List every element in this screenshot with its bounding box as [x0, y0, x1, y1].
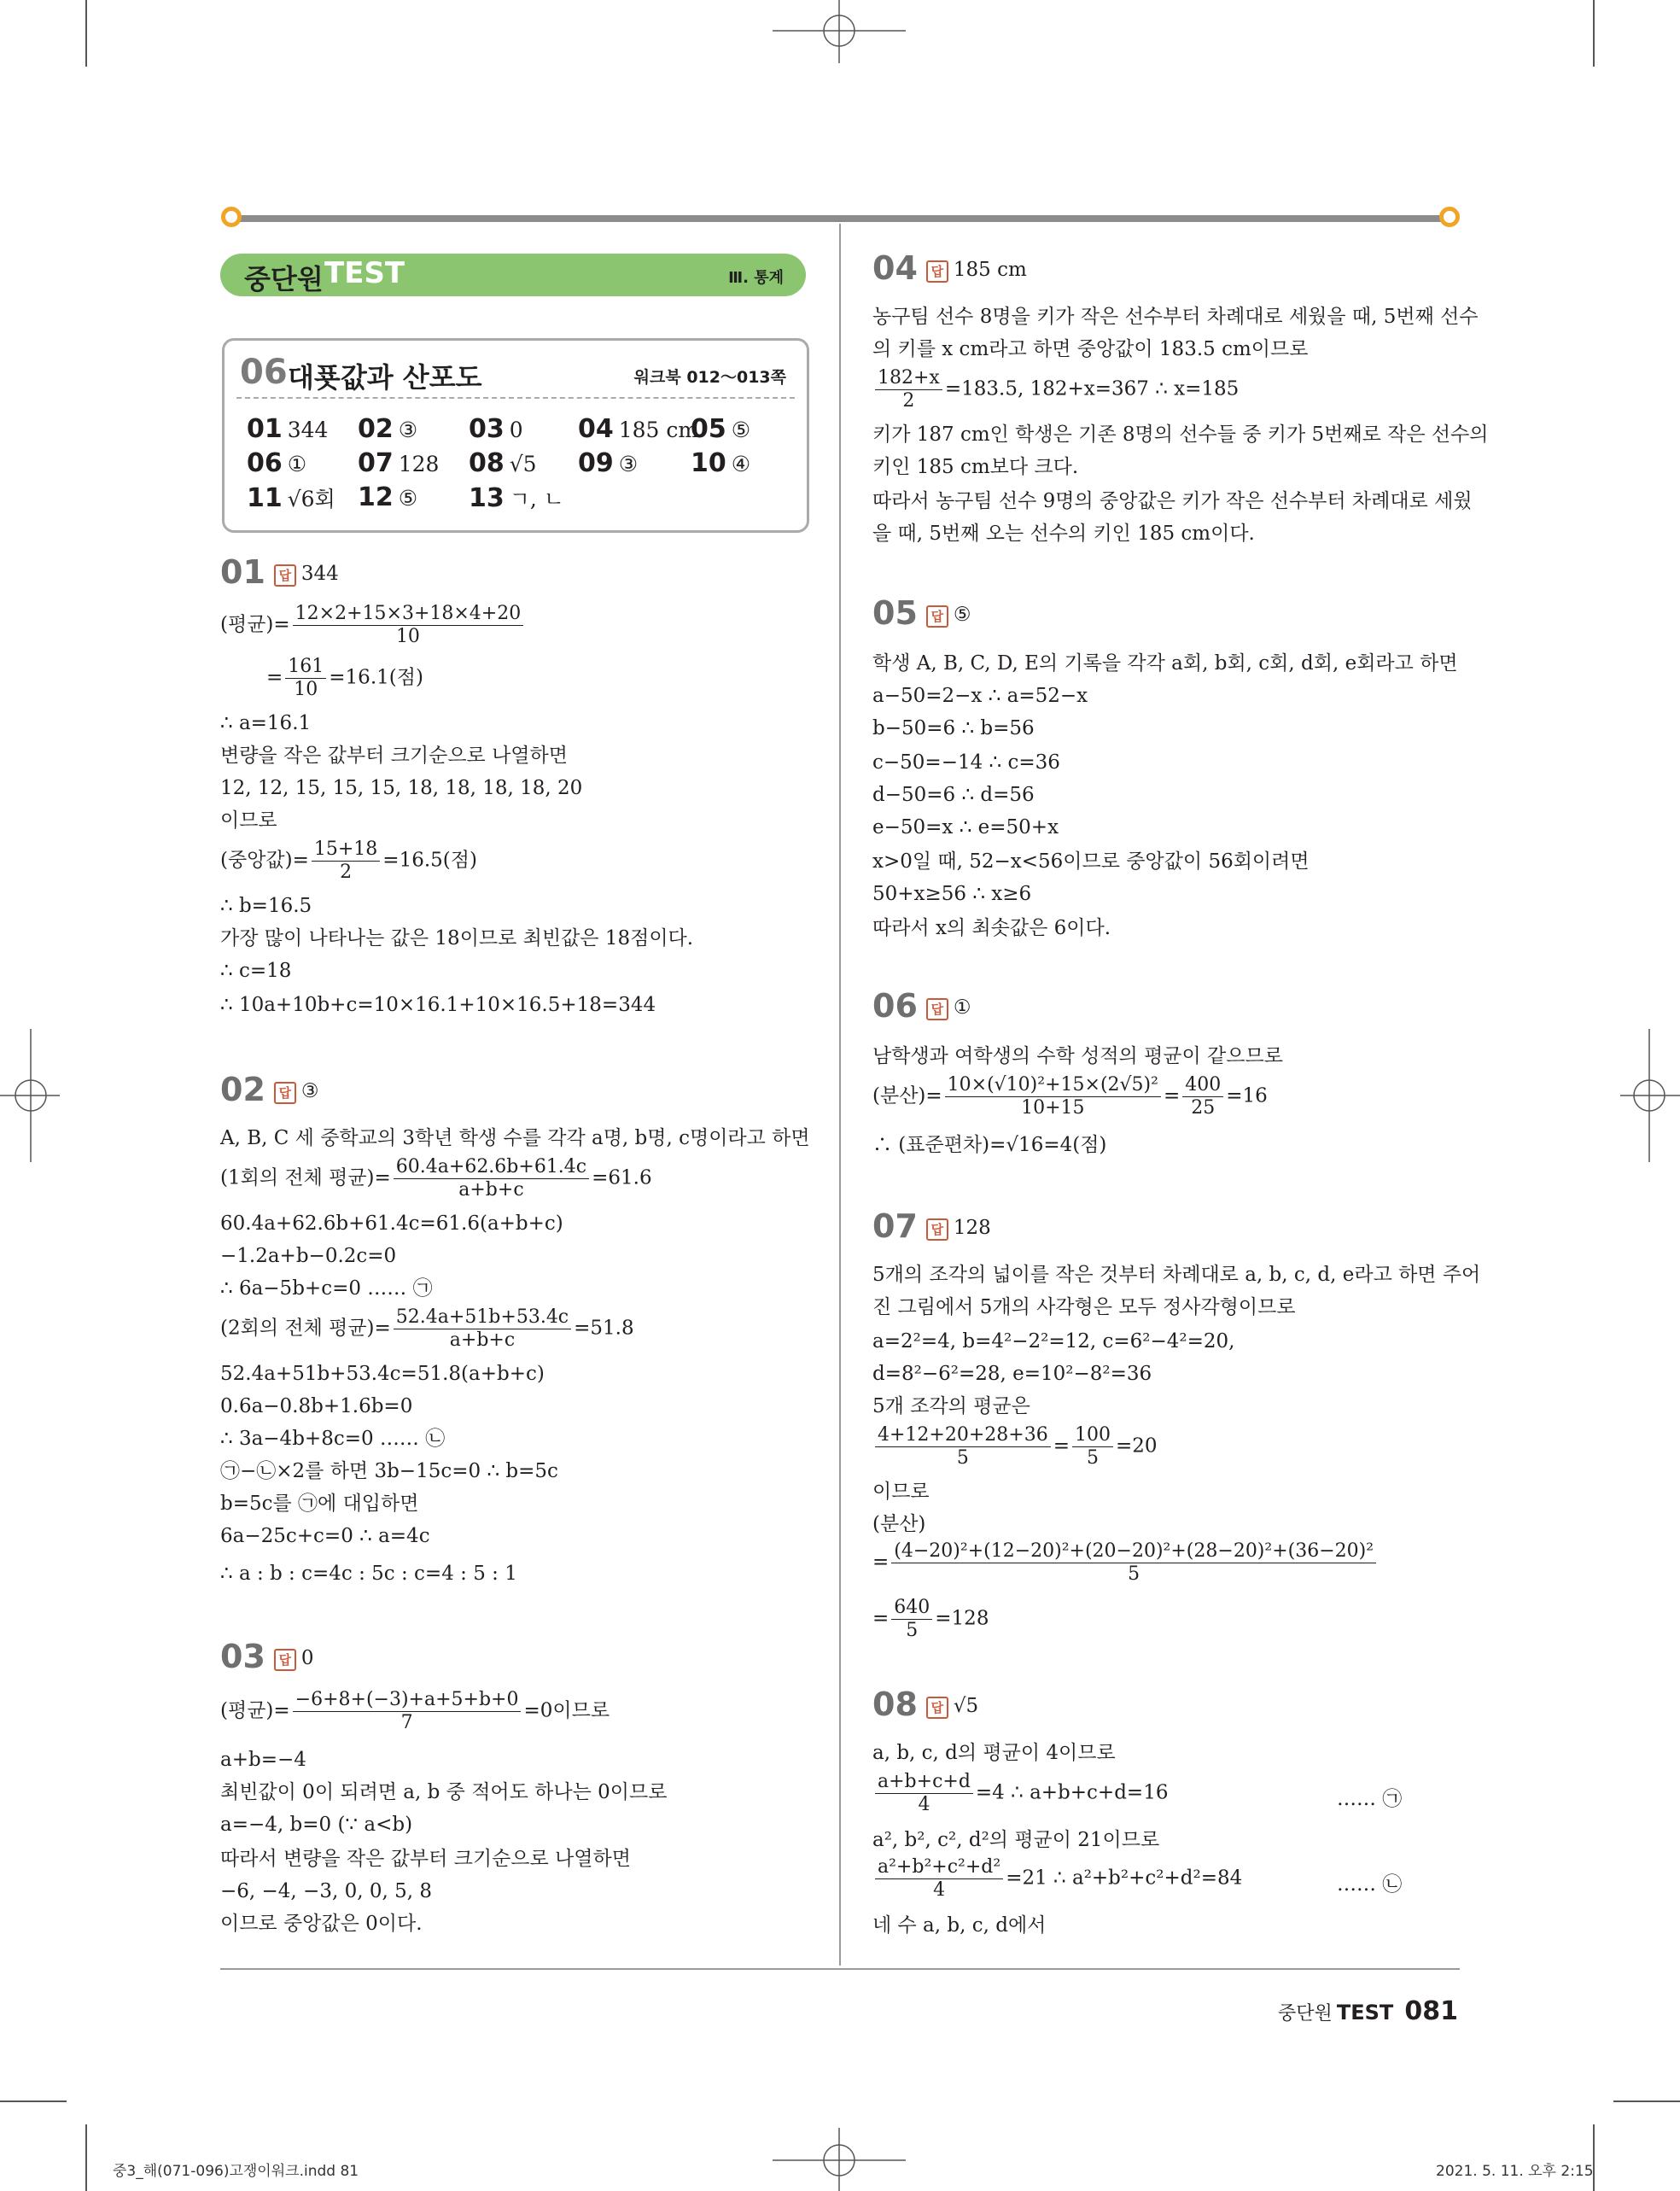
answer-badge: 답	[926, 605, 948, 628]
answer-badge: 답	[926, 1218, 948, 1241]
question-04-header: 04 답 185 cm	[872, 249, 1027, 287]
solution-line: ∴ a : b : c=4c : 5c : c=4 : 5 : 1	[220, 1563, 517, 1585]
solution-line: x>0일 때, 52−x<56이므로 중앙값이 56회이려면	[872, 850, 1310, 873]
solution-line: ㉠−㉡×2를 하면 3b−15c=0 ∴ b=5c	[220, 1460, 558, 1482]
banner-section: 중단원	[244, 263, 324, 295]
dashed-divider	[236, 397, 795, 399]
solution-line: −1.2a+b−0.2c=0	[220, 1245, 397, 1267]
solution-line: (분산)	[872, 1513, 926, 1535]
summary-answer: 01 344	[247, 414, 329, 444]
solution-line: 따라서 x의 최솟값은 6이다.	[872, 917, 1111, 939]
summary-answer: 07 128	[358, 448, 440, 478]
section-banner	[220, 254, 806, 296]
solution-line: 50+x≥56 ∴ x≥6	[872, 883, 1032, 905]
question-02-header: 02 답 ③	[220, 1071, 319, 1108]
banner-test: TEST	[324, 256, 405, 290]
summary-answer: 03 0	[469, 414, 523, 444]
registration-mark-bottom	[773, 2128, 906, 2191]
solution-line: 12, 12, 15, 15, 15, 18, 18, 18, 18, 20	[220, 777, 583, 799]
solution-line: a+b=−4	[220, 1749, 306, 1771]
registration-mark-top	[773, 0, 906, 63]
registration-mark-right	[1620, 1029, 1680, 1162]
page-number: 중단원 TEST 081	[1278, 1996, 1458, 2026]
solution-line: (분산)= $\frac{\text{10×(√10)²+15×(2√5)²}}{10+15}$ = $\frac{400}{25}$ =16	[872, 1074, 1268, 1119]
answer-badge: 답	[926, 1697, 948, 1719]
solution-line: 따라서 변량을 작은 값부터 크기순으로 나열하면	[220, 1848, 631, 1870]
solution-line: 을 때, 5번째 오는 선수의 키인 185 cm이다.	[872, 523, 1255, 545]
summary-answer: 11 √6회	[247, 483, 335, 513]
top-rule-left-ring	[221, 207, 242, 227]
solution-line: $\frac{182+x}{2}$ =183.5, 182+x=367 ∴ x=185	[872, 367, 1239, 412]
question-01-header: 01 답 344	[220, 553, 339, 591]
solution-line: 60.4a+62.6b+61.4c=61.6(a+b+c)	[220, 1212, 563, 1235]
solution-line: 이므로 중앙값은 0이다.	[220, 1913, 423, 1935]
solution-line: ∴ b=16.5	[220, 895, 312, 917]
banner-chapter: Ⅲ. 통계	[728, 269, 784, 287]
solution-line: ∴ (표준편차)=√16=4(점)	[872, 1134, 1107, 1156]
solution-line: 따라서 농구팀 선수 9명의 중앙값은 키가 작은 선수부터 차례대로 세웠	[872, 490, 1473, 512]
solution-line: 키인 185 cm보다 크다.	[872, 456, 1079, 478]
unit-number: 06	[240, 353, 288, 392]
question-08-header: 08 답 √5	[872, 1686, 979, 1723]
solution-line: 변량을 작은 값부터 크기순으로 나열하면	[220, 745, 568, 767]
solution-line: (1회의 전체 평균)= $\frac{60.4a+62.6b+61.4c}{a+b+c}$ =61.6	[220, 1156, 652, 1201]
solution-line: 최빈값이 0이 되려면 a, b 중 적어도 하나는 0이므로	[220, 1781, 668, 1803]
crop-mark	[0, 2100, 67, 2102]
solution-line: 의 키를 x cm라고 하면 중앙값이 183.5 cm이므로	[872, 338, 1309, 360]
answer-badge: 답	[926, 260, 948, 283]
solution-line: c−50=−14 ∴ c=36	[872, 751, 1060, 774]
column-divider	[839, 224, 841, 1966]
top-rule	[226, 215, 1450, 222]
crop-mark	[85, 2124, 87, 2191]
solution-line: (평균)= $\frac{12\times 2+15\times 3+18\times 4+20}{10}$	[220, 603, 526, 648]
summary-answer: 10 ④	[691, 448, 751, 478]
solution-line: = $\frac{161}{10}$ =16.1(점)	[266, 656, 423, 700]
solution-line: 0.6a−0.8b+1.6b=0	[220, 1395, 413, 1417]
solution-line: 학생 A, B, C, D, E의 기록을 각각 a회, b회, c회, d회, e회라고 하면	[872, 652, 1458, 675]
summary-answer: 06 ①	[247, 448, 307, 478]
solution-line: d=8²−6²=28, e=10²−8²=36	[872, 1363, 1152, 1385]
solution-line: d−50=6 ∴ d=56	[872, 784, 1035, 806]
answer-badge: 답	[274, 564, 296, 587]
solution-line: e−50=x ∴ e=50+x	[872, 816, 1059, 838]
workbook-ref: 워크북 012～013쪽	[633, 368, 786, 387]
solution-line: ∴ a=16.1	[220, 712, 312, 734]
solution-line: b=5c를 ㉠에 대입하면	[220, 1493, 419, 1515]
solution-line: 가장 많이 나타나는 값은 18이므로 최빈값은 18점이다.	[220, 927, 694, 949]
summary-answer: 08 √5	[469, 448, 537, 478]
crop-mark	[1593, 0, 1595, 67]
solution-line: 5개의 조각의 넓이를 작은 것부터 차례대로 a, b, c, d, e라고 하면 주어	[872, 1264, 1481, 1286]
solution-line: (평균)= $\frac{-6+8+(-3)+a+5+b+0}{7}$ =0이므로	[220, 1689, 610, 1733]
summary-answer: 02 ③	[358, 414, 418, 444]
solution-line: 네 수 a, b, c, d에서	[872, 1914, 1047, 1937]
solution-line: a−50=2−x ∴ a=52−x	[872, 685, 1088, 707]
question-06-header: 06 답 ①	[872, 987, 971, 1025]
solution-line: $\frac{4+12+20+28+36}{5}$ = $\frac{100}{5}$ =20	[872, 1424, 1158, 1469]
bottom-rule	[220, 1968, 1460, 1970]
solution-line: …… ㉡	[1337, 1873, 1403, 1896]
top-rule-right-ring	[1439, 207, 1460, 227]
answer-badge: 답	[274, 1082, 296, 1104]
solution-line: (2회의 전체 평균)= $\frac{52.4a+51b+53.4c}{a+b+c}$ =51.8	[220, 1306, 634, 1351]
solution-line: 이므로	[872, 1481, 930, 1503]
question-03-header: 03 답 0	[220, 1638, 314, 1675]
summary-answer: 09 ③	[578, 448, 639, 478]
question-07-header: 07 답 128	[872, 1207, 991, 1245]
summary-answer: 13 ㄱ, ㄴ	[469, 483, 564, 513]
crop-mark	[85, 0, 87, 67]
solution-line: 농구팀 선수 8명을 키가 작은 선수부터 차례대로 세웠을 때, 5번째 선수	[872, 306, 1479, 328]
solution-line: 키가 187 cm인 학생은 기존 8명의 선수들 중 키가 5번째로 작은 선수의	[872, 424, 1489, 446]
solution-line: ∴ c=18	[220, 960, 292, 982]
solution-line: = $\frac{640}{5}$ =128	[872, 1597, 989, 1641]
question-05-header: 05 답 ⑤	[872, 594, 971, 632]
solution-line: −6, −4, −3, 0, 0, 5, 8	[220, 1880, 432, 1902]
solution-line: ∴ 6a−5b+c=0 …… ㉠	[220, 1277, 433, 1300]
solution-line: a=−4, b=0 (∵ a<b)	[220, 1814, 413, 1836]
answer-badge: 답	[274, 1649, 296, 1671]
print-date: 2021. 5. 11. 오후 2:15	[1436, 2163, 1594, 2180]
solution-line: 이므로	[220, 809, 277, 832]
solution-line: $\frac{a+b+c+d}{4}$ =4 ∴ a+b+c+d=16	[872, 1771, 1168, 1816]
summary-answer: 05 ⑤	[691, 414, 751, 444]
solution-line: ∴ 10a+10b+c=10×16.1+10×16.5+18=344	[220, 994, 656, 1016]
solution-line: = $\frac{\text{(4−20)²+(12−20)²+(20−20)²+(28−20)²+(36−20)²}}{5}$	[872, 1540, 1379, 1586]
unit-title: 대푯값과 산포도	[288, 361, 482, 394]
print-file-name: 중3_해(071-096)고쟁이워크.indd 81	[113, 2163, 359, 2180]
summary-answer: 04 185 cm	[578, 414, 699, 444]
solution-line: 6a−25c+c=0 ∴ a=4c	[220, 1525, 430, 1547]
solution-line: 남학생과 여학생의 수학 성적의 평균이 같으므로	[872, 1045, 1283, 1067]
solution-line: b−50=6 ∴ b=56	[872, 717, 1035, 739]
summary-answer: 12 ⑤	[358, 482, 418, 512]
solution-line: A, B, C 세 중학교의 3학년 학생 수를 각각 a명, b명, c명이라고 하면	[220, 1127, 810, 1149]
solution-line: a, b, c, d의 평균이 4이므로	[872, 1742, 1116, 1764]
solution-line: 5개 조각의 평균은	[872, 1395, 1030, 1417]
registration-mark-left	[0, 1029, 60, 1162]
crop-mark	[1613, 2100, 1680, 2102]
answer-summary-box	[222, 338, 809, 533]
solution-line: …… ㉠	[1337, 1788, 1403, 1810]
solution-line: 52.4a+51b+53.4c=51.8(a+b+c)	[220, 1363, 545, 1385]
solution-line: a=2²=4, b=4²−2²=12, c=6²−4²=20,	[872, 1330, 1235, 1353]
solution-line: ∴ 3a−4b+8c=0 …… ㉡	[220, 1428, 446, 1450]
crop-mark	[1593, 2124, 1595, 2191]
answer-badge: 답	[926, 998, 948, 1020]
solution-line: $\frac{\text{a²+b²+c²+d²}}{4}$ =21 ∴ a²+b²+c²+d²=84	[872, 1856, 1242, 1902]
solution-line: 진 그림에서 5개의 사각형은 모두 정사각형이므로	[872, 1296, 1296, 1318]
solution-line: (중앙값)= $\frac{15+18}{2}$ =16.5(점)	[220, 838, 477, 883]
solution-line: a², b², c², d²의 평균이 21이므로	[872, 1829, 1160, 1851]
